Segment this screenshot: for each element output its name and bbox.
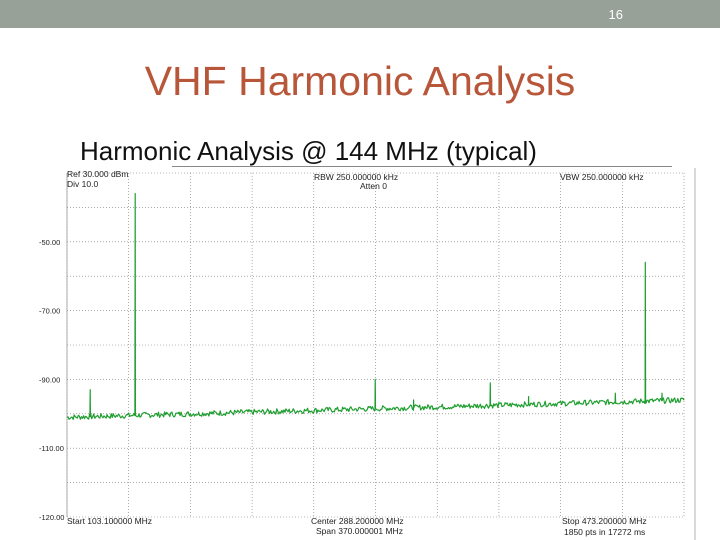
- span-label: Span 370.000001 MHz: [316, 526, 403, 536]
- y-tick-label: -50.00: [39, 237, 61, 247]
- y-tick-label: -70.00: [39, 306, 61, 316]
- start-freq-label: Start 103.100000 MHz: [67, 516, 153, 526]
- sweep-points-label: 1850 pts in 17272 ms: [564, 527, 646, 537]
- subtitle-rule: [172, 166, 672, 167]
- ref-level-label: Ref 30.000 dBm: [67, 169, 129, 179]
- rbw-label: RBW 250.000000 kHz: [314, 172, 399, 182]
- atten-label: Atten 0: [360, 181, 387, 191]
- stop-freq-label: Stop 473.200000 MHz: [562, 516, 647, 526]
- div-label: Div 10.0: [67, 179, 99, 189]
- slide-number: 16: [608, 7, 623, 22]
- center-freq-label: Center 288.200000 MHz: [311, 516, 404, 526]
- top-bar: [0, 0, 720, 28]
- slide-title: VHF Harmonic Analysis: [144, 58, 576, 104]
- screen-frame-edge: [694, 168, 696, 540]
- y-tick-label: -120.00: [39, 513, 65, 522]
- slide-subtitle: Harmonic Analysis @ 144 MHz (typical): [80, 136, 537, 166]
- chart-grid: [67, 173, 684, 517]
- spectrum-chart: [24, 168, 694, 540]
- y-tick-label: -110.00: [39, 444, 64, 454]
- vbw-label: VBW 250.000000 kHz: [560, 172, 644, 182]
- y-tick-labels: [39, 238, 64, 522]
- y-tick-label: -90.00: [39, 375, 61, 385]
- spectrum-analyzer-screen: [24, 168, 694, 540]
